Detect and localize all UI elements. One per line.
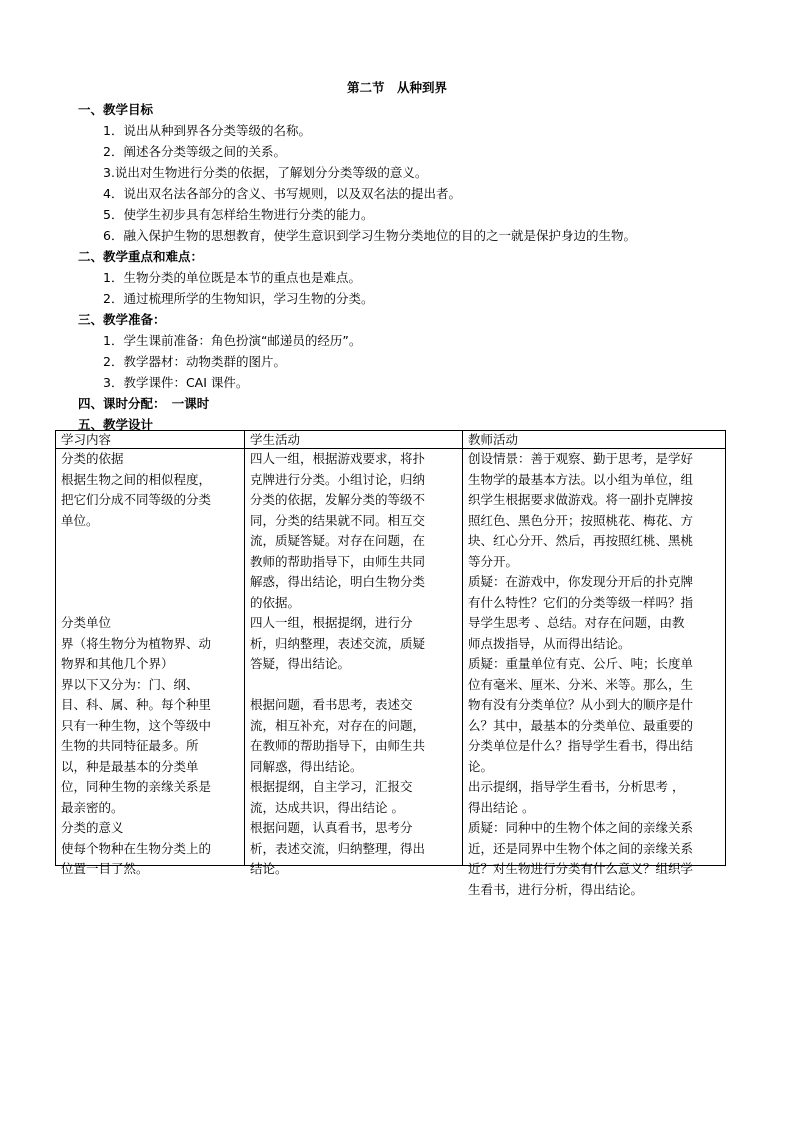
- text-line: 分类单位: [61, 615, 112, 630]
- text-line: 流，达成共识，得出结论 。: [250, 799, 404, 815]
- text-line: 以，种是最基本的分类单: [61, 758, 199, 774]
- teaching-design-table: [55, 430, 726, 897]
- text-line: 的依据。: [250, 594, 301, 610]
- list-item: 1．生物分类的单位既是本节的重点也是难点。: [103, 270, 361, 285]
- column-header: 教师活动: [463, 431, 725, 449]
- text-line: 位置一目了然。: [61, 861, 149, 876]
- section-heading: 二、教学重点和难点：: [78, 249, 204, 264]
- text-line: 答疑，得出结论。: [250, 656, 351, 671]
- text-line: 根据生物之间的相似程度，: [61, 471, 212, 487]
- cell-body: [61, 449, 239, 880]
- blank-line: [61, 593, 239, 614]
- text-line: 根据问题，认真看书，思考分: [250, 820, 413, 835]
- section-heading: 一、教学目标: [78, 102, 154, 117]
- list-item: 6．融入保护生物的思想教育，使学生意识到学习生物分类地位的目的之一就是保护身边的生物。: [103, 228, 636, 243]
- text-line: 最亲密的。: [61, 799, 124, 815]
- text-line: 么？其中，最基本的分类单位、最重要的: [468, 717, 694, 733]
- column-teacher-activity: [462, 431, 725, 897]
- text-line: 流，质疑答疑。对存在问题，在: [250, 533, 426, 548]
- text-line: 析，归纳整理，表述交流，质疑: [250, 635, 426, 651]
- blank-line: [61, 572, 239, 593]
- column-header: 学习内容: [56, 431, 244, 449]
- text-line: 质疑：在游戏中，你发现分开后的扑克牌: [468, 574, 694, 589]
- text-line: 织学生根据要求做游戏。将一副扑克牌按: [468, 492, 694, 507]
- list-item: 2．阐述各分类等级之间的关系。: [103, 144, 286, 159]
- text-line: 位有毫米、厘米、分米、米等。那么，生: [468, 676, 694, 692]
- text-line: 使每个物种在生物分类上的: [61, 840, 212, 856]
- list-item: 1．学生课前准备：角色扮演“邮递员的经历”。: [103, 333, 362, 348]
- column-learning-content: [56, 431, 244, 876]
- text-line: 分类的依据: [61, 451, 124, 466]
- text-line: 结论。: [250, 861, 288, 876]
- text-line: 四人一组，根据提纲，进行分: [250, 615, 413, 630]
- list-item: 5．使学生初步具有怎样给生物进行分类的能力。: [103, 207, 374, 222]
- blank-line: [61, 531, 239, 552]
- text-line: 同解惑，得出结论。: [250, 758, 363, 774]
- column-student-activity: [244, 431, 462, 876]
- text-line: 把它们分成不同等级的分类: [61, 492, 212, 507]
- column-header: 学生活动: [245, 431, 462, 449]
- section-heading: 三、教学准备：: [78, 312, 166, 327]
- text-line: 质疑：重量单位有克、公斤、吨；长度单: [468, 656, 694, 671]
- section-heading: 四、课时分配： 一课时: [78, 396, 210, 411]
- text-line: 物界和其他几个界）: [61, 656, 174, 671]
- text-line: 分类的意义: [61, 820, 124, 835]
- page-title: 第二节 从种到界: [346, 80, 447, 95]
- text-line: 近？对生物进行分类有什么意义？组织学: [468, 861, 694, 876]
- text-line: 界以下又分为：门、纲、: [61, 676, 199, 692]
- section-heading: 五、教学设计: [78, 417, 154, 432]
- lesson-plan-body: [78, 99, 738, 435]
- list-item: 2．教学器材：动物类群的图片。: [103, 354, 286, 369]
- text-line: 单位。: [61, 512, 99, 528]
- text-line: 出示提纲，指导学生看书，分析思考 ，: [468, 779, 685, 794]
- text-line: 有什么特性？它们的分类等级一样吗？指: [468, 594, 694, 610]
- text-line: 生看书，进行分析，得出结论。: [468, 881, 644, 897]
- text-line: 目、科、属、种。每个种里: [61, 697, 212, 712]
- list-item: 1．说出从种到界各分类等级的名称。: [103, 123, 311, 138]
- text-line: 解惑，得出结论，明白生物分类: [250, 574, 426, 589]
- text-line: 创设情景：善于观察、勤于思考，是学好: [468, 451, 694, 466]
- section-preparation: [78, 309, 738, 393]
- text-line: 等分开。: [468, 553, 519, 569]
- text-line: 分类单位是什么？指导学生看书，得出结: [468, 738, 694, 753]
- blank-line: [250, 675, 457, 696]
- text-line: 在教师的帮助指导下，由师生共: [250, 738, 426, 753]
- text-line: 只有一种生物，这个等级中: [61, 717, 212, 733]
- text-line: 四人一组，根据游戏要求，将扑: [250, 451, 426, 466]
- list-item: 2．通过梳理所学的生物知识，学习生物的分类。: [103, 291, 374, 306]
- section-periods: [78, 393, 738, 414]
- text-line: 根据问题，看书思考，表述交: [250, 697, 413, 712]
- text-line: 同，分类的结果就不同。相互交: [250, 512, 426, 528]
- text-line: 论。: [468, 758, 494, 774]
- blank-line: [61, 552, 239, 573]
- text-line: 得出结论 。: [468, 799, 535, 815]
- text-line: 生物学的最基本方法。以小组为单位，组: [468, 471, 694, 487]
- text-line: 物有没有分类单位？从小到大的顺序是什: [468, 697, 694, 712]
- text-line: 块、红心分开、然后，再按照红桃、黑桃: [468, 533, 694, 548]
- list-item: 3．教学课件：CAI 课件。: [103, 375, 249, 390]
- text-line: 克牌进行分类。小组讨论，归纳: [250, 471, 426, 487]
- text-line: 生物的共同特征最多。所: [61, 738, 199, 753]
- section-objectives: [78, 99, 738, 246]
- text-line: 位，同种生物的亲缘关系是: [61, 779, 212, 794]
- text-line: 界（将生物分为植物界、动: [61, 635, 212, 651]
- text-line: 照红色、黑色分开；按照桃花、梅花、方: [468, 512, 694, 528]
- text-line: 流，相互补充，对存在的问题，: [250, 717, 426, 733]
- text-line: 析，表述交流，归纳整理，得出: [250, 840, 426, 856]
- text-line: 教师的帮助指导下，由师生共同: [250, 553, 426, 569]
- text-line: 根据提纲，自主学习，汇报交: [250, 779, 413, 794]
- text-line: 质疑：同种中的生物个体之间的亲缘关系: [468, 820, 694, 835]
- text-line: 导学生思考 、总结。对存在问题，由教: [468, 615, 685, 630]
- cell-body: [250, 449, 457, 880]
- text-line: 师点拨指导，从而得出结论。: [468, 635, 631, 651]
- list-item: 3.说出对生物进行分类的依据，了解划分分类等级的意义。: [103, 165, 428, 180]
- text-line: 近，还是同界中生物个体之间的亲缘关系: [468, 840, 694, 856]
- text-line: 分类的依据，发解分类的等级不: [250, 492, 426, 507]
- section-key-points: [78, 246, 738, 309]
- cell-body: [468, 449, 720, 900]
- list-item: 4．说出双名法各部分的含义、书写规则，以及双名法的提出者。: [103, 186, 461, 201]
